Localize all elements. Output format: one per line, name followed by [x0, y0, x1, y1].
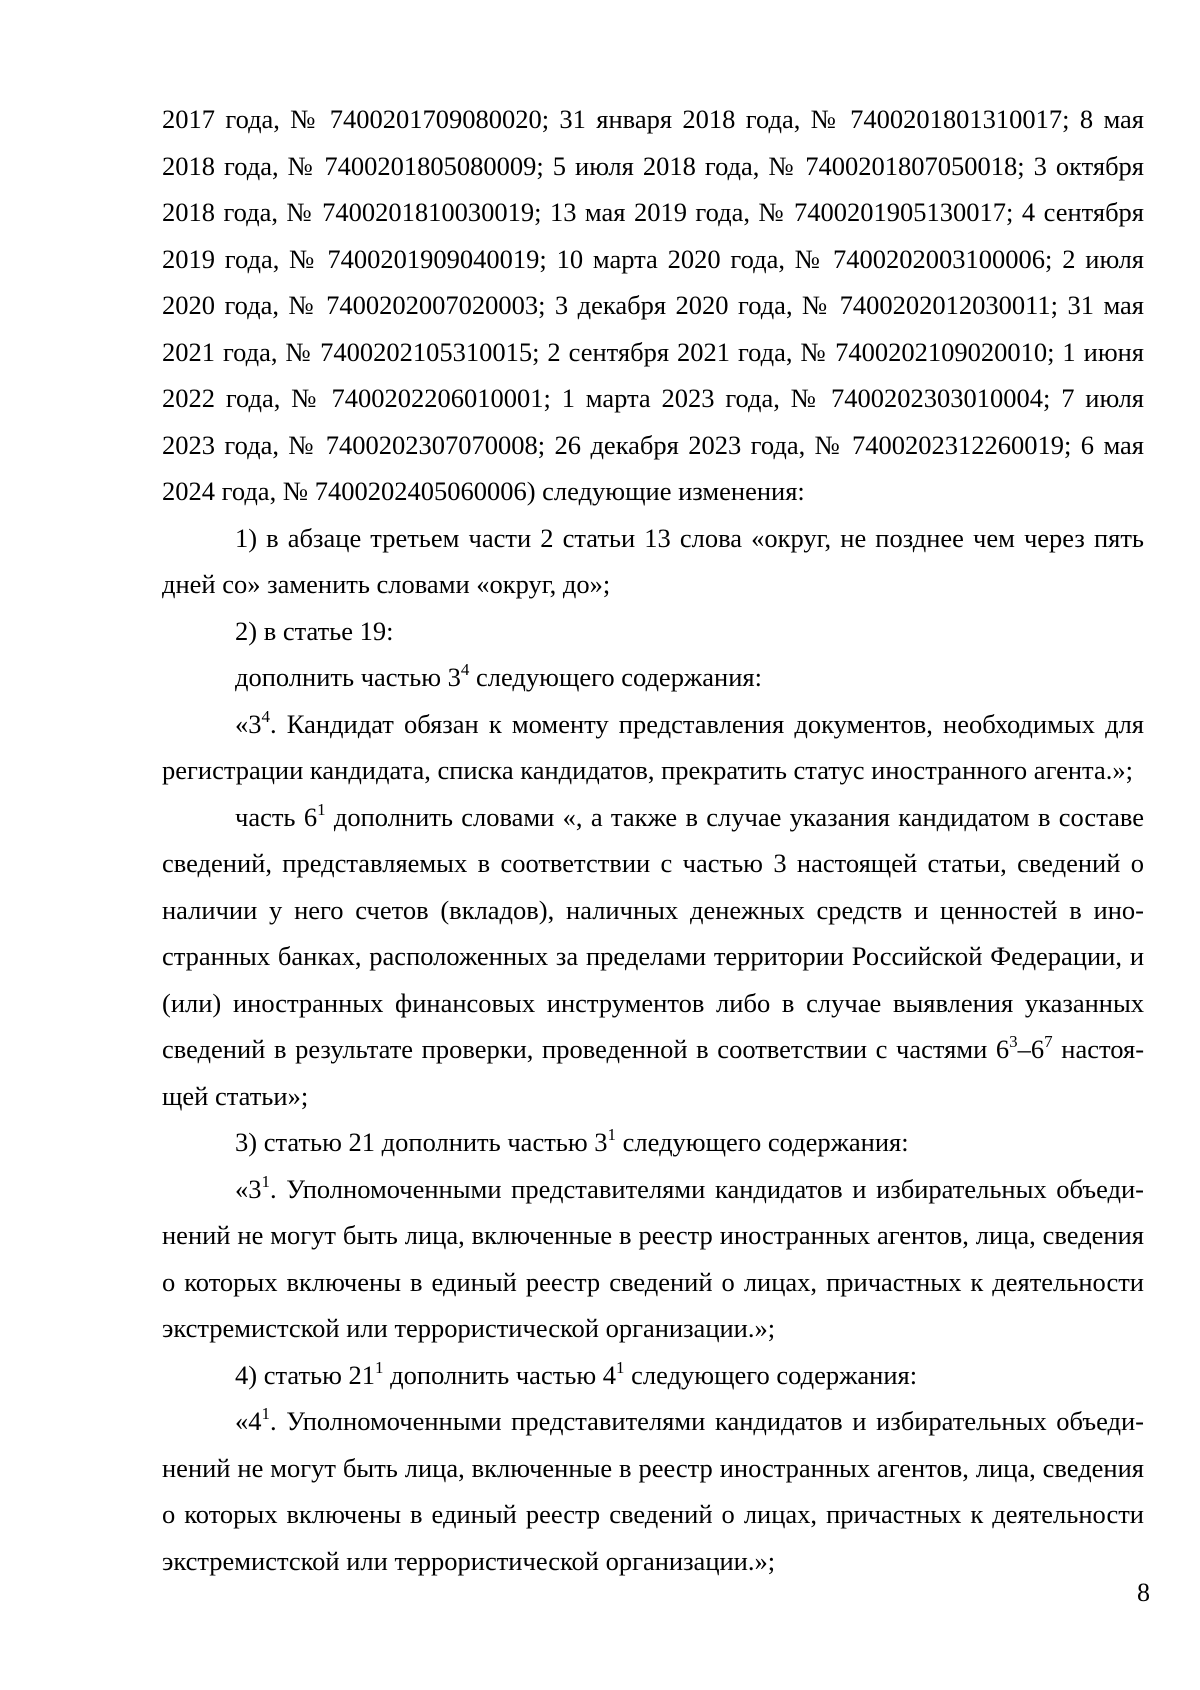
text-segment: «3	[235, 1173, 262, 1204]
text-segment: . Уполномоченными представителями кандидатов и избирательных объединений не могут быть лица, включенные в реестр иностранных агентов, лица, сведения о которых включены в единый реестр сведений о лицах, причастных к деятельности экстремистской или террористической организации.»;	[162, 1173, 1144, 1343]
text-segment: . Уполномоченными представителями кандидатов и избирательных объединений не могут быть лица, включенные в реестр иностранных агентов, лица, сведения о которых включены в единый реестр сведений о лицах, причастных к деятельности экстремистской или террористической организации.»;	[162, 1406, 1144, 1576]
superscript: 4	[261, 706, 270, 726]
text-segment: следующего содержания:	[624, 1359, 918, 1390]
paragraph-part-6-1	[162, 794, 1144, 1120]
superscript: 1	[607, 1125, 617, 1144]
superscript: 1	[261, 1404, 270, 1423]
superscript: 1	[317, 799, 326, 819]
document-body	[162, 96, 1144, 1584]
text-segment: часть 6	[235, 801, 318, 832]
superscript: 7	[1044, 1032, 1053, 1051]
paragraph-continuation-dates: 2017 года, № 7400201709080020; 31 января 2018 года, № 7400201801310017; 8 мая 2018 года, № 7400201805080009; 5 июля 2018 года, № 7400201807050018; 3 октября 2018 года, № 7400201810030019; 13 мая 2019 года, № 7400201905130017; 4 сентября 2019 года, № 7400201909040019; 10 марта 2020 года, № 7400202003100006; 2 июля 2020 года, № 7400202007020003; 3 декабря 2020 года, № 7400202012030011; 31 мая 2021 года, № 7400202105310015; 2 сентября 2021 года, № 7400202109020010; 1 июня 2022 года, № 7400202206010001; 1 марта 2023 года, № 7400202303010004; 7 июля 2023 года, № 7400202307070008; 26 декабря 2023 года, № 7400202312260019; 6 мая 2024 года, № 7400202405060006) следующие изменения:	[162, 104, 1144, 506]
paragraph-item-3	[162, 1119, 1144, 1166]
superscript: 1	[375, 1357, 384, 1377]
superscript: 1	[261, 1171, 270, 1191]
paragraph-item-4	[162, 1352, 1144, 1399]
text-segment: дополнить словами «, а также в случае указания кандидатом в составе сведений, представляемых в соответствии с частью 3 настоящей статьи, сведений о наличии у него счетов (вкладов), наличных денежных средств и ценностей в иностранных банках, расположенных за пределами территории Российской Федерации, и (или) иностранных финансовых инструментов либо в случае выявления указанных сведений в результате проверки, проведенной в соответствии с частями 6	[162, 801, 1144, 1064]
text-segment: следующего содержания:	[469, 662, 762, 692]
paragraph-part-3-4-content	[162, 701, 1144, 794]
paragraph-part-3-1-content	[162, 1166, 1144, 1352]
paragraph-item-2: 2) в статье 19:	[235, 615, 394, 646]
text-segment: «4	[235, 1406, 262, 1436]
text-segment: 3) статью 21 дополнить частью 3	[235, 1127, 608, 1157]
superscript: 4	[460, 660, 470, 679]
superscript: 1	[616, 1357, 625, 1377]
text-segment: . Кандидат обязан к моменту представления документов, необходимых для регистрации кандидата, списка кандидатов, прекратить статус иностранного агента.»;	[162, 708, 1144, 785]
text-segment: дополнить частью 3	[235, 662, 461, 692]
text-segment: настоящей статьи»;	[162, 1034, 1145, 1111]
paragraph-add-part-3-4	[162, 654, 1144, 701]
page-number: 8	[1137, 1578, 1150, 1607]
text-segment: 4) статью 21	[235, 1359, 376, 1390]
paragraph-item-1: 1) в абзаце третьем части 2 статьи 13 слова «округ, не позднее чем через пять дней со» заменить словами «округ, до»;	[162, 522, 1144, 599]
superscript: 3	[1009, 1032, 1018, 1051]
text-segment: следующего содержания:	[616, 1127, 909, 1157]
text-segment: «3	[235, 708, 262, 739]
paragraph-part-4-1-content	[162, 1398, 1144, 1584]
text-segment: –6	[1017, 1034, 1045, 1064]
text-segment: дополнить частью 4	[383, 1359, 617, 1390]
